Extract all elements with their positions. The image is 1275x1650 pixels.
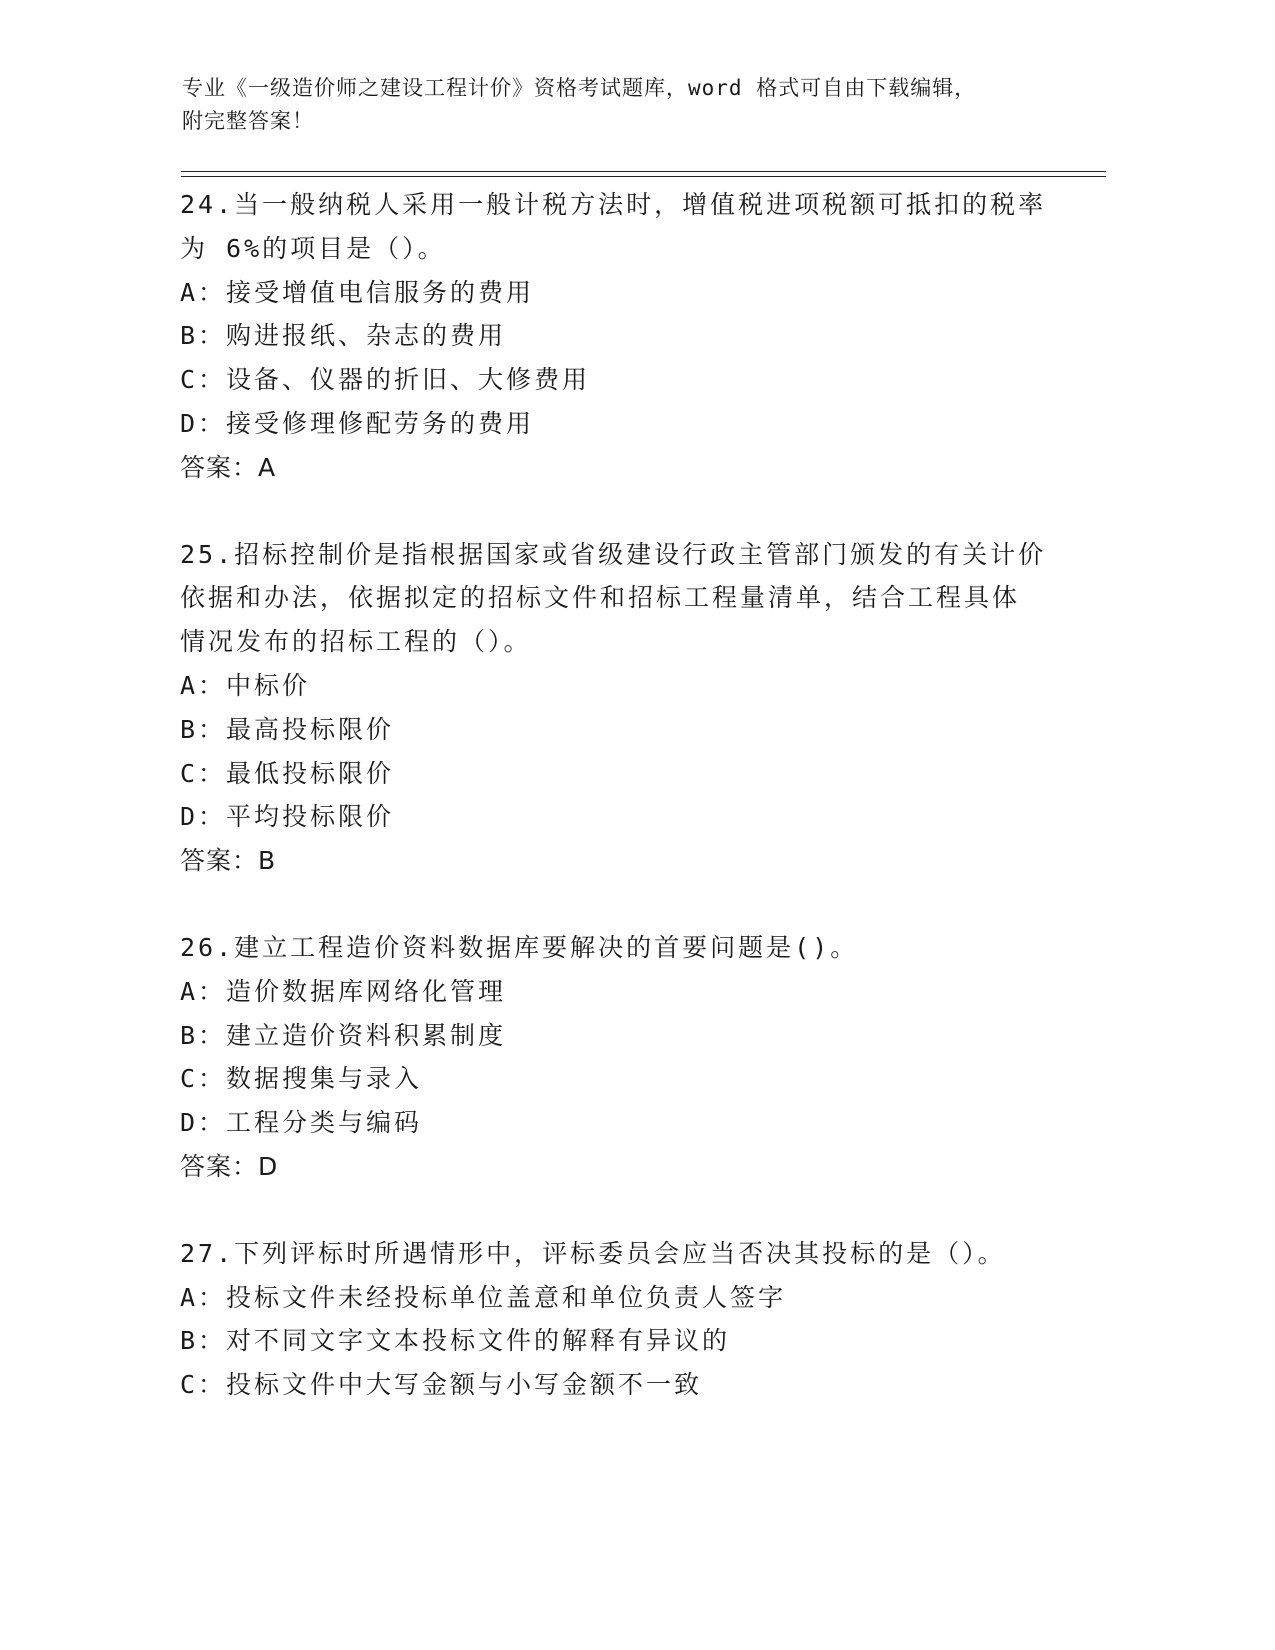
question-stem-line: 25.招标控制价是指根据国家或省级建设行政主管部门颁发的有关计价 [180,539,1047,569]
answer-label: 答案：A [180,452,277,482]
option-b: B：最高投标限价 [180,714,395,744]
question-stem-line: 为 6%的项目是（）。 [180,233,446,263]
header-line-2: 附完整答案！ [182,109,314,133]
answer-label: 答案：D [180,1151,279,1181]
question-stem-line: 依据和办法，依据拟定的招标文件和招标工程量清单，结合工程具体 [180,583,1021,613]
question-stem-line: 24.当一般纳税人采用一般计税方法时，增值税进项税额可抵扣的税率 [180,190,1047,219]
option-c: C：设备、仪器的折旧、大修费用 [180,365,591,395]
option-a: A：接受增值电信服务的费用 [180,277,535,307]
document-header [182,72,1082,138]
question-stem-line: 27.下列评标时所遇情形中，评标委员会应当否决其投标的是（）。 [180,1238,1006,1268]
option-b: B：建立造价资料积累制度 [180,1020,507,1050]
option-a: A：投标文件未经投标单位盖意和单位负责人签字 [180,1282,787,1312]
question-27 [180,1232,1080,1407]
header-divider-top [181,171,1106,172]
option-d: D：接受修理修配劳务的费用 [180,408,535,438]
header-divider-bottom [181,176,1106,177]
option-c: C：最低投标限价 [180,758,395,788]
question-24 [180,183,1080,490]
option-c: C：投标文件中大写金额与小写金额不一致 [180,1370,703,1400]
option-d: D：工程分类与编码 [180,1108,423,1138]
option-b: B：购进报纸、杂志的费用 [180,321,507,351]
question-stem-line: 情况发布的招标工程的（）。 [180,627,532,657]
question-stem-line: 26.建立工程造价资料数据库要解决的首要问题是()。 [180,932,859,962]
option-a: A：造价数据库网络化管理 [180,976,507,1006]
question-25 [180,533,1080,883]
header-line-1: 专业《一级造价师之建设工程计价》资格考试题库，word 格式可自由下载编辑， [182,76,977,100]
option-b: B：对不同文字文本投标文件的解释有异议的 [180,1326,731,1356]
option-d: D：平均投标限价 [180,802,395,832]
question-list [180,183,1080,1407]
answer-label: 答案：B [180,846,277,876]
option-a: A：中标价 [180,670,311,700]
option-c: C：数据搜集与录入 [180,1064,423,1094]
question-26 [180,926,1080,1189]
